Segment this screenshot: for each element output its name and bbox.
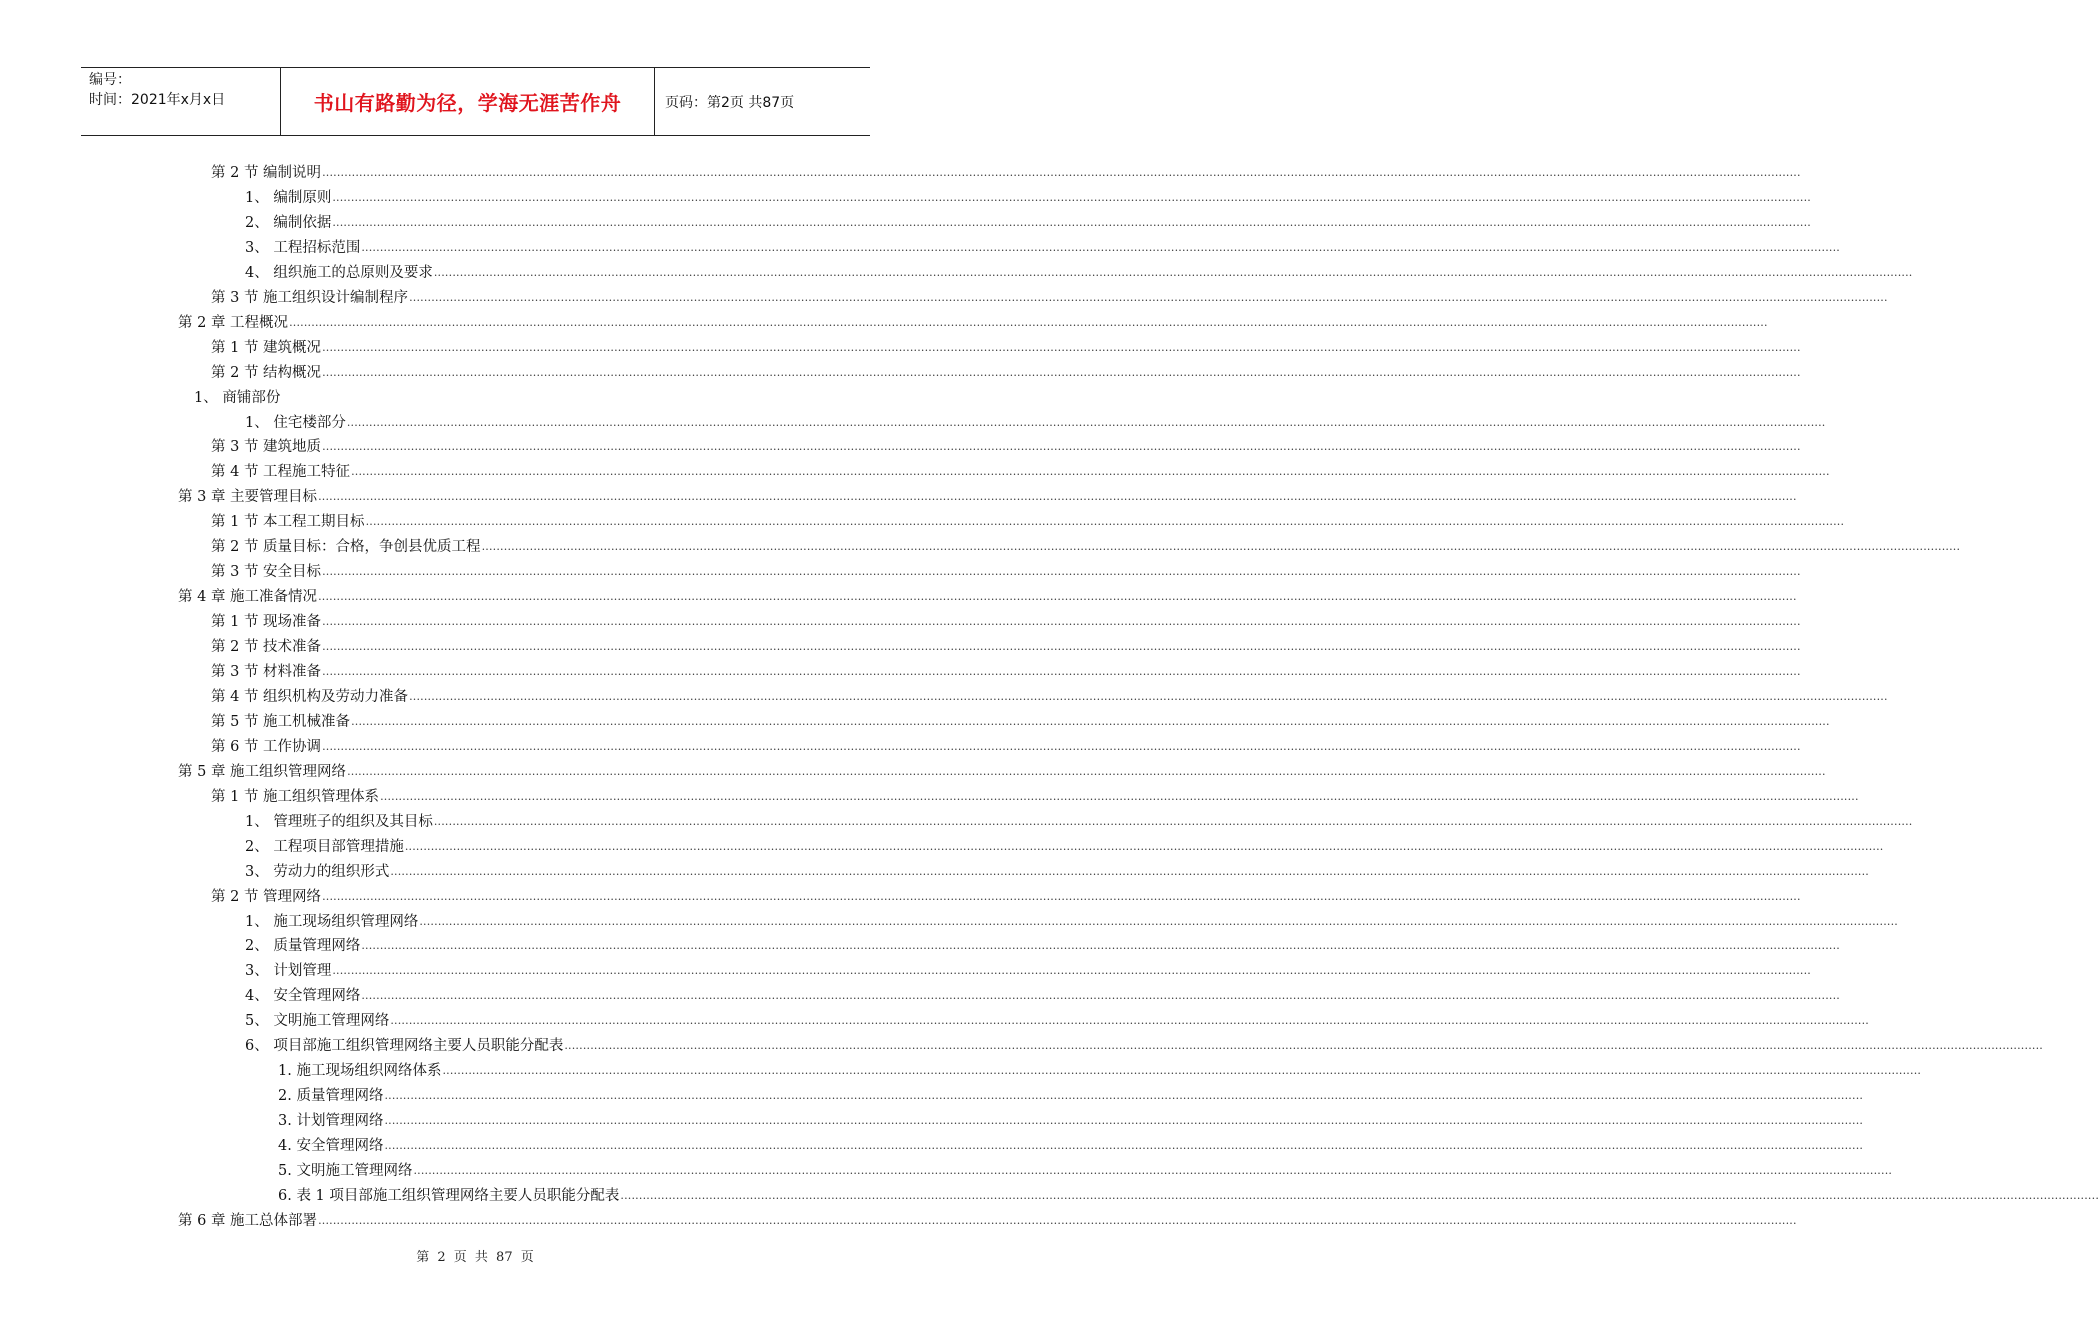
toc-dot-leader: ................................................................................................................................................................................................................................................................................................................................................................................................................ <box>409 689 1888 703</box>
toc-entry-title: 第 3 节 材料准备 <box>211 664 322 680</box>
toc-entry-title: 第 1 节 建筑概况 <box>211 339 322 356</box>
toc-entry[interactable] <box>245 208 1811 232</box>
toc-entry-title: 第 1 节 本工程工期目标 <box>211 514 365 531</box>
toc-entry[interactable] <box>245 233 1840 257</box>
toc-entry-title: 5、 文明施工管理网络 <box>245 1013 390 1030</box>
toc-entry-title: 2. 质量管理网络 <box>278 1088 384 1105</box>
toc-entry[interactable] <box>178 308 1768 332</box>
toc-dot-leader: ................................................................................................................................................................................................................................................................................................................................................................................................................ <box>384 1139 1864 1153</box>
toc-entry-title: 6、 项目部施工组织管理网络主要人员职能分配表 <box>245 1038 564 1055</box>
toc-dot-leader: ................................................................................................................................................................................................................................................................................................................................................................................................................ <box>433 814 1913 828</box>
toc-entry-title: 3. 计划管理网络 <box>278 1113 384 1130</box>
toc-dot-leader: ................................................................................................................................................................................................................................................................................................................................................................................................................ <box>347 764 1826 778</box>
toc-dot-leader: ................................................................................................................................................................................................................................................................................................................................................................................................................ <box>419 914 1898 928</box>
toc-entry[interactable] <box>245 832 1884 856</box>
toc-dot-leader: ................................................................................................................................................................................................................................................................................................................................................................................................................ <box>361 240 1840 254</box>
toc-dot-leader: ................................................................................................................................................................................................................................................................................................................................................................................................................ <box>384 1114 1864 1128</box>
toc-dot-leader: ................................................................................................................................................................................................................................................................................................................................................................................................................ <box>620 1188 2099 1202</box>
toc-entry-title: 第 4 节 工程施工特征 <box>211 464 351 481</box>
toc-entry[interactable] <box>211 432 1801 456</box>
toc-entry-title: 第 1 节 施工组织管理体系 <box>211 788 380 805</box>
toc-entry-title: 1、 编制原则 <box>245 189 332 206</box>
toc-entry-title: 第 2 节 编制说明 <box>211 165 322 181</box>
toc-dot-leader: ................................................................................................................................................................................................................................................................................................................................................................................................................ <box>409 290 1888 304</box>
toc-entry-title: 2、 质量管理网络 <box>245 938 361 955</box>
toc-entry-title: 第 3 节 建筑地质 <box>211 439 322 456</box>
toc-entry[interactable] <box>211 532 1961 556</box>
toc-entry-title: 第 6 章 施工总体部署 <box>178 1212 318 1229</box>
toc-entry-title: 4、 安全管理网络 <box>245 988 361 1005</box>
toc-dot-leader: ................................................................................................................................................................................................................................................................................................................................................................................................................ <box>404 839 1884 853</box>
page-header <box>81 67 870 136</box>
page-footer: 第 2 页 共 87 页 <box>416 1250 534 1265</box>
toc-entry-title: 第 3 节 安全目标 <box>211 564 322 581</box>
toc-entry[interactable] <box>245 857 1869 881</box>
toc-entry-title: 4、 组织施工的总原则及要求 <box>245 264 433 281</box>
toc-entry-title: 2、 编制依据 <box>245 214 332 231</box>
toc-entry[interactable] <box>211 632 1801 656</box>
toc-dot-leader: ................................................................................................................................................................................................................................................................................................................................................................................................................ <box>365 515 1845 529</box>
toc-entry[interactable] <box>211 358 1801 382</box>
toc-entry[interactable] <box>211 333 1801 357</box>
toc-dot-leader: ................................................................................................................................................................................................................................................................................................................................................................................................................ <box>384 1089 1864 1103</box>
toc-dot-leader: ................................................................................................................................................................................................................................................................................................................................................................................................................ <box>361 939 1840 953</box>
header-motto: 书山有路勤为径，学海无涯苦作舟 <box>281 68 655 135</box>
toc-entry-title: 1、 施工现场组织管理网络 <box>245 913 419 930</box>
toc-entry[interactable] <box>211 657 1801 681</box>
toc-dot-leader: ................................................................................................................................................................................................................................................................................................................................................................................................................ <box>289 315 1768 329</box>
toc-dot-leader: ................................................................................................................................................................................................................................................................................................................................................................................................................ <box>390 864 1869 878</box>
toc-entry[interactable] <box>245 1006 1869 1030</box>
toc-dot-leader: ................................................................................................................................................................................................................................................................................................................................................................................................................ <box>322 665 1801 678</box>
toc-entry-title: 3、 计划管理 <box>245 963 332 980</box>
toc-entry-title: 第 2 章 工程概况 <box>178 314 289 331</box>
toc-dot-leader: ................................................................................................................................................................................................................................................................................................................................................................................................................ <box>318 590 1797 604</box>
toc-dot-leader: ................................................................................................................................................................................................................................................................................................................................................................................................................ <box>351 465 1830 479</box>
toc-entry[interactable] <box>278 1106 1864 1130</box>
toc-entry[interactable] <box>211 283 1888 307</box>
toc-entry[interactable] <box>178 1206 1797 1230</box>
toc-entry-title: 第 5 章 施工组织管理网络 <box>178 763 347 780</box>
toc-dot-leader: ................................................................................................................................................................................................................................................................................................................................................................................................................ <box>322 340 1801 354</box>
toc-entry[interactable] <box>245 981 1840 1005</box>
toc-dot-leader: ................................................................................................................................................................................................................................................................................................................................................................................................................ <box>322 889 1801 903</box>
toc-entry-title: 第 2 节 管理网络 <box>211 888 322 905</box>
toc-entry[interactable] <box>211 158 1801 182</box>
toc-dot-leader: ................................................................................................................................................................................................................................................................................................................................................................................................................ <box>332 964 1811 978</box>
toc-entry[interactable] <box>278 1156 1893 1180</box>
toc-entry-title: 第 2 节 技术准备 <box>211 639 322 656</box>
toc-entry[interactable] <box>245 408 1826 432</box>
toc-entry-title: 1、 住宅楼部分 <box>245 414 346 431</box>
document-time-label: 时间：2021年x月x日 <box>89 92 226 108</box>
toc-entry[interactable] <box>211 682 1888 706</box>
toc-entry[interactable] <box>245 931 1840 955</box>
toc-entry[interactable] <box>178 582 1797 606</box>
toc-entry[interactable] <box>211 707 1830 731</box>
toc-dot-leader: ................................................................................................................................................................................................................................................................................................................................................................................................................ <box>413 1164 1893 1177</box>
toc-dot-leader: ................................................................................................................................................................................................................................................................................................................................................................................................................ <box>442 1064 1922 1078</box>
toc-entry[interactable] <box>178 482 1797 506</box>
toc-entry-title: 第 2 节 质量目标：合格，争创县优质工程 <box>211 539 481 556</box>
header-meta-cell <box>81 68 281 135</box>
toc-entry[interactable] <box>211 457 1830 481</box>
toc-dot-leader: ................................................................................................................................................................................................................................................................................................................................................................................................................ <box>322 440 1801 454</box>
toc-entry-title: 第 3 节 施工组织设计编制程序 <box>211 289 409 306</box>
toc-entry[interactable] <box>278 1181 2099 1205</box>
toc-dot-leader: ................................................................................................................................................................................................................................................................................................................................................................................................................ <box>322 640 1801 654</box>
toc-entry[interactable] <box>178 757 1826 781</box>
toc-entry-title: 1. 施工现场组织网络体系 <box>278 1063 442 1080</box>
toc-entry-title: 6. 表 1 项目部施工组织管理网络主要人员职能分配表 <box>278 1187 620 1204</box>
toc-entry-title: 第 3 章 主要管理目标 <box>178 489 318 506</box>
toc-entry[interactable] <box>211 507 1845 531</box>
toc-entry[interactable] <box>211 557 1801 581</box>
toc-dot-leader: ................................................................................................................................................................................................................................................................................................................................................................................................................ <box>322 565 1801 579</box>
toc-dot-leader: ................................................................................................................................................................................................................................................................................................................................................................................................................ <box>380 789 1859 803</box>
toc-entry[interactable] <box>278 1056 1922 1080</box>
toc-dot-leader: ................................................................................................................................................................................................................................................................................................................................................................................................................ <box>332 215 1811 229</box>
toc-dot-leader: ................................................................................................................................................................................................................................................................................................................................................................................................................ <box>322 615 1801 629</box>
toc-dot-leader: ................................................................................................................................................................................................................................................................................................................................................................................................................ <box>318 1213 1797 1227</box>
header-page-info: 页码：第2页 共87页 <box>665 94 795 111</box>
toc-dot-leader: ................................................................................................................................................................................................................................................................................................................................................................................................................ <box>318 490 1797 504</box>
toc-dot-leader: ................................................................................................................................................................................................................................................................................................................................................................................................................ <box>481 540 1961 554</box>
toc-entry-title: 3、 劳动力的组织形式 <box>245 863 390 880</box>
toc-entry-title: 3、 工程招标范围 <box>245 239 361 256</box>
toc-entry-title: 第 6 节 工作协调 <box>211 738 322 755</box>
toc-entry[interactable] <box>245 907 1898 931</box>
toc-entry[interactable] <box>278 1131 1864 1155</box>
toc-entry-title: 第 5 节 施工机械准备 <box>211 713 351 730</box>
toc-entry-title: 第 4 节 组织机构及劳动力准备 <box>211 688 409 705</box>
toc-entry[interactable] <box>245 183 1811 207</box>
toc-entry[interactable] <box>211 782 1859 806</box>
toc-dot-leader: ................................................................................................................................................................................................................................................................................................................................................................................................................ <box>433 265 1913 279</box>
toc-dot-leader: ................................................................................................................................................................................................................................................................................................................................................................................................................ <box>322 739 1801 753</box>
toc-dot-leader: ................................................................................................................................................................................................................................................................................................................................................................................................................ <box>390 1014 1869 1028</box>
toc-entry-title: 第 1 节 现场准备 <box>211 614 322 631</box>
toc-dot-leader: ................................................................................................................................................................................................................................................................................................................................................................................................................ <box>346 415 1826 429</box>
toc-entry-title: 2、 工程项目部管理措施 <box>245 838 404 855</box>
toc-entry-title: 1、 管理班子的组织及其目标 <box>245 813 433 830</box>
toc-entry-title: 5. 文明施工管理网络 <box>278 1163 413 1179</box>
toc-entry-title: 1、 商铺部份 <box>194 389 281 406</box>
toc-dot-leader: ................................................................................................................................................................................................................................................................................................................................................................................................................ <box>322 166 1801 179</box>
toc-entry[interactable] <box>245 807 1913 831</box>
toc-entry[interactable] <box>211 732 1801 756</box>
document-number-label: 编号： <box>89 72 131 88</box>
toc-dot-leader: ................................................................................................................................................................................................................................................................................................................................................................................................................ <box>322 365 1801 379</box>
toc-entry-title: 4. 安全管理网络 <box>278 1138 384 1155</box>
toc-entry-title: 第 4 章 施工准备情况 <box>178 589 318 606</box>
toc-dot-leader: ................................................................................................................................................................................................................................................................................................................................................................................................................ <box>564 1039 2043 1053</box>
toc-entry[interactable] <box>211 607 1801 631</box>
toc-dot-leader: ................................................................................................................................................................................................................................................................................................................................................................................................................ <box>332 190 1811 204</box>
toc-entry[interactable] <box>245 1031 2043 1055</box>
toc-entry[interactable] <box>211 882 1801 906</box>
toc-dot-leader: ................................................................................................................................................................................................................................................................................................................................................................................................................ <box>351 714 1830 728</box>
toc-entry[interactable] <box>245 956 1811 980</box>
toc-entry[interactable] <box>245 258 1913 282</box>
toc-entry[interactable] <box>194 383 394 407</box>
toc-entry[interactable] <box>278 1081 1864 1105</box>
toc-dot-leader: ................................................................................................................................................................................................................................................................................................................................................................................................................ <box>361 989 1840 1003</box>
toc-entry-title: 第 2 节 结构概况 <box>211 364 322 381</box>
